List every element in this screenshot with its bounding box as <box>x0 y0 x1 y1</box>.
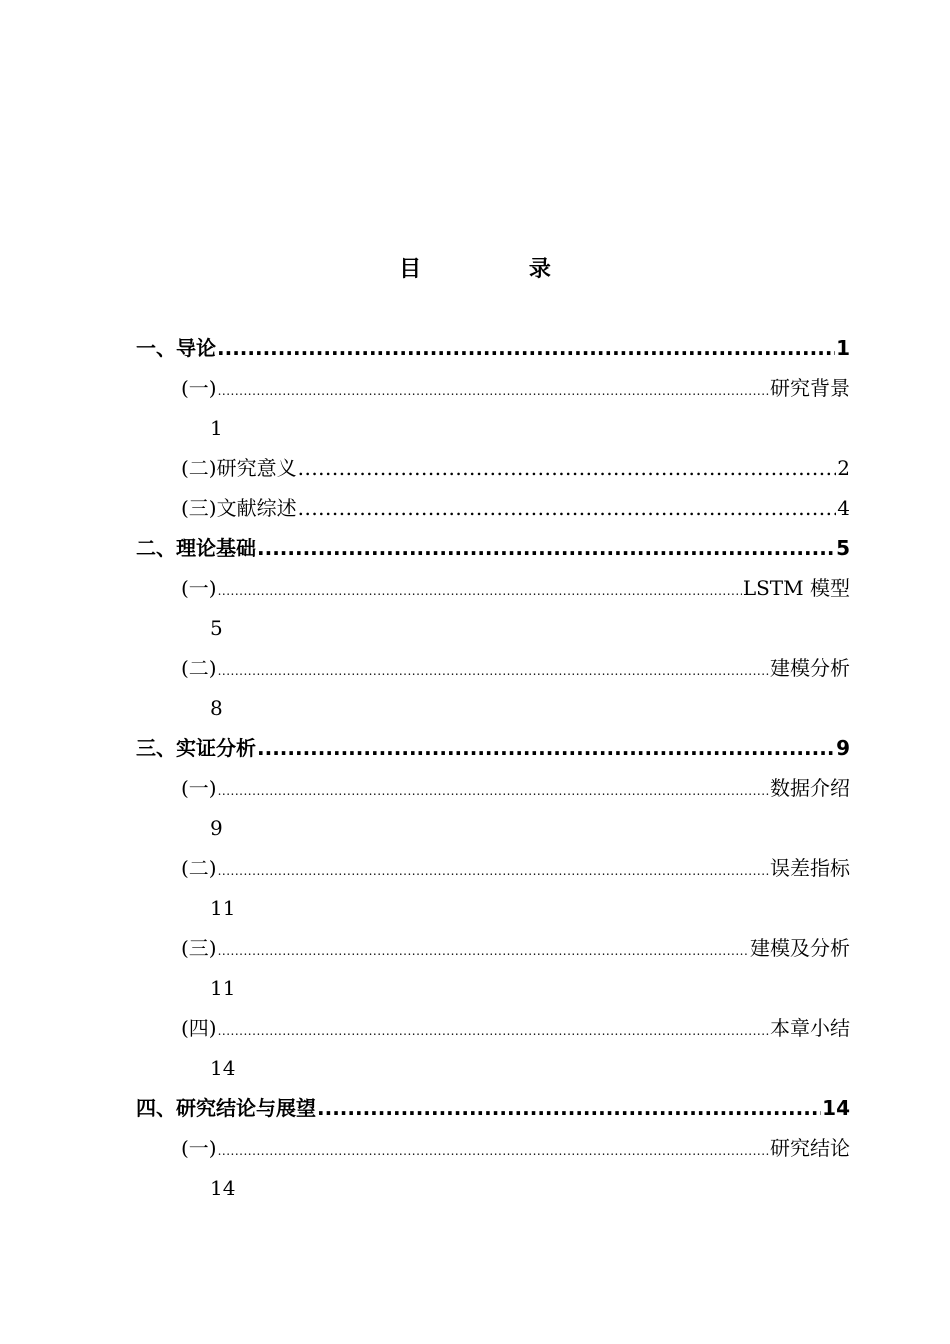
toc-entry-label: 一、导论 <box>136 336 216 360</box>
toc-leader <box>317 1088 821 1128</box>
toc-entry-title: 建模及分析 <box>750 936 850 960</box>
toc-entry-label: (一) <box>181 576 217 600</box>
toc-entry[interactable] <box>136 728 850 768</box>
toc-entry-label: (三) <box>181 936 217 960</box>
toc-entry-title: 误差指标 <box>770 856 850 880</box>
toc-page-number: 8 <box>210 696 223 720</box>
toc-entry-label: (一) <box>181 376 217 400</box>
toc-entry-title: LSTM 模型 <box>742 576 850 600</box>
toc-entry-label: (四) <box>181 1016 217 1040</box>
toc-entry-title: 本章小结 <box>770 1016 850 1040</box>
toc-entry-title: 研究结论 <box>770 1136 850 1160</box>
toc-entry-title: 数据介绍 <box>770 776 850 800</box>
toc-entry-title: 研究背景 <box>770 376 850 400</box>
toc-page-number: 1 <box>210 416 223 440</box>
toc-page-number: 5 <box>836 536 850 560</box>
toc-leader <box>298 488 837 528</box>
toc-page-number: 11 <box>210 976 236 1000</box>
toc-title: 目 录 <box>399 257 601 282</box>
toc-entry-label: (一) <box>181 776 217 800</box>
toc-entry[interactable] <box>181 368 850 408</box>
toc-entry[interactable] <box>181 1128 850 1168</box>
toc-entry[interactable] <box>181 568 850 608</box>
toc-page-number: 14 <box>822 1096 850 1120</box>
toc-entry-label: (二) <box>181 656 217 680</box>
toc-entry-label: (一) <box>181 1136 217 1160</box>
toc-page-number: 14 <box>210 1056 236 1080</box>
toc-entry[interactable] <box>136 528 850 568</box>
toc-entry[interactable] <box>181 1008 850 1048</box>
toc-entry-label: 三、实证分析 <box>136 736 256 760</box>
toc-page-number: 9 <box>836 736 850 760</box>
toc-leader <box>218 931 749 971</box>
toc-entry[interactable] <box>136 1088 850 1128</box>
toc-page-number: 9 <box>210 816 223 840</box>
toc-entry-title: 建模分析 <box>770 656 850 680</box>
toc-leader <box>218 851 769 891</box>
toc-page-number: 2 <box>837 456 850 480</box>
toc-entry[interactable] <box>136 328 850 368</box>
toc-entry[interactable] <box>181 648 850 688</box>
toc-leader <box>218 571 742 611</box>
toc-entry[interactable] <box>181 448 850 488</box>
toc-entry[interactable] <box>181 488 850 528</box>
toc-leader <box>218 371 769 411</box>
toc-leader <box>218 1011 769 1051</box>
toc-page-number: 14 <box>210 1176 236 1200</box>
toc-entry[interactable] <box>181 768 850 808</box>
toc-page-number: 4 <box>837 496 850 520</box>
toc-leader <box>218 651 769 691</box>
toc-leader <box>218 771 769 811</box>
toc-leader <box>298 448 837 488</box>
toc-entry-title: 研究意义 <box>216 456 297 480</box>
toc-entry-label: (三) <box>181 496 217 520</box>
toc-leader <box>257 528 835 568</box>
toc-entry[interactable] <box>181 928 850 968</box>
toc-leader <box>217 328 835 368</box>
toc-entry-label: 二、理论基础 <box>136 536 256 560</box>
toc-entry-label: (二) <box>181 856 217 880</box>
toc-entry-title: 文献综述 <box>216 496 297 520</box>
toc-page-number: 5 <box>210 616 223 640</box>
toc-leader <box>218 1131 769 1171</box>
toc-entry-label: (二) <box>181 456 217 480</box>
toc-entry[interactable] <box>181 848 850 888</box>
toc-page-number: 1 <box>836 336 850 360</box>
toc-page-number: 11 <box>210 896 236 920</box>
toc-leader <box>257 728 835 768</box>
toc-entry-label: 四、研究结论与展望 <box>136 1096 316 1120</box>
